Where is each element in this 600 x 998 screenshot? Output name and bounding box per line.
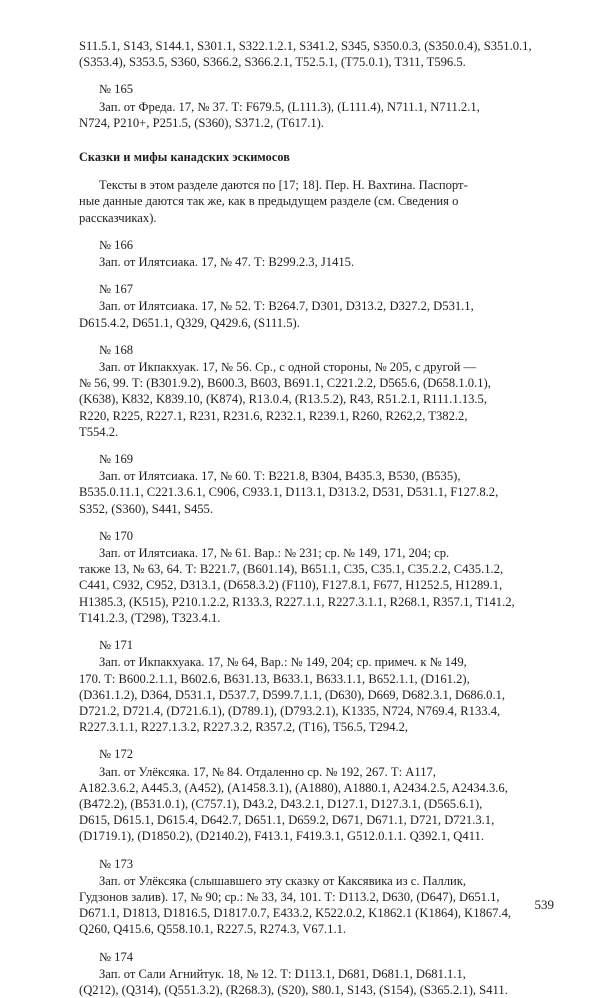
entry xyxy=(79,451,555,517)
text-line: Зап. от Улёксяка. 17, № 84. Отдаленно ср. № 192, 267. Т: A117, xyxy=(99,764,436,779)
text-line: C441, C932, C952, D313.1, (D658.3.2) (F110), F127.8.1, F677, H1252.5, H1289.1, xyxy=(79,578,503,593)
entry xyxy=(79,856,555,938)
text-line: D615, D615.1, D615.4, D642.7, D651.1, D659.2, D671, D671.1, D721, D721.3.1, xyxy=(79,813,495,828)
text-line: (S353.4), S353.5, S360, S366.2, S366.2.1, T52.5.1, (T75.0.1), T311, T596.5. xyxy=(79,55,466,70)
section-intro xyxy=(79,177,555,226)
entry xyxy=(79,528,555,626)
text-line: (D361.1.2), D364, D531.1, D537.7, D599.7.1.1, (D630), D669, D682.3.1, D686.0.1, xyxy=(79,687,506,702)
section-heading: Сказки и мифы канадских эскимосов xyxy=(79,150,290,165)
entry xyxy=(79,637,555,735)
text-line: A182.3.6.2, A445.3, (A452), (A1458.3.1), (A1880), A1880.1, A2434.2.5, A2434.3.6, xyxy=(79,780,508,795)
text-line: Зап. от Илятсиака. 17, № 61. Вар.: № 231; ср. № 149, 171, 204; ср. xyxy=(99,546,450,561)
text-line: (Q212), (Q314), (Q551.3.2), (R268.3), (S20), S80.1, S143, (S154), (S365.2.1), S411. xyxy=(79,982,508,997)
text-line: D615.4.2, D651.1, Q329, Q429.6, (S111.5). xyxy=(79,315,300,330)
text-line: Q260, Q415.6, Q558.10.1, R227.5, R274.3, V67.1.1. xyxy=(79,922,347,937)
entry xyxy=(79,281,555,331)
text-line: ные данные даются так же, как в предыдущем разделе (см. Сведения о xyxy=(79,194,459,209)
entry-165 xyxy=(79,81,555,131)
text-line: Зап. от Илятсиака. 17, № 47. Т: B299.2.3, J1415. xyxy=(99,255,355,270)
text-line: (B472.2), (B531.0.1), (C757.1), D43.2, D43.2.1, D127.1, D127.3.1, (D565.6.1), xyxy=(79,796,483,811)
entry-number: № 168 xyxy=(99,342,134,357)
entry-number: № 171 xyxy=(99,638,134,653)
entry xyxy=(79,949,555,998)
text-line: Зап. от Илятсиака. 17, № 60. Т: B221.8, B304, B435.3, B530, (B535), xyxy=(99,469,461,484)
entry-number: № 173 xyxy=(99,856,134,871)
entry-number: № 170 xyxy=(99,528,134,543)
entry xyxy=(79,237,555,270)
text-line: D671.1, D1813, D1816.5, D1817.0.7, E433.2, K522.0.2, K1862.1 (K1864), K1867.4, xyxy=(79,906,512,921)
text-line: рассказчиках). xyxy=(79,210,157,225)
text-line: H1385.3, (K515), P210.1.2.2, R133.3, R227.1.1, R227.3.1.1, R268.1, R357.1, T141.2, xyxy=(79,594,515,609)
text-line: Зап. от Икпакхуака. 17, № 64, Вар.: № 149, 204; ср. примеч. к № 149, xyxy=(99,655,467,670)
text-line: также 13, № 63, 64. Т: B221.7, (B601.14), B651.1, C35, C35.1, C35.2.2, C435.1.2, xyxy=(79,562,504,577)
continued-motif-list xyxy=(79,38,555,70)
entry xyxy=(79,746,555,844)
text-line: N724, P210+, P251.5, (S360), S371.2, (T617.1). xyxy=(79,115,324,130)
text-line: T141.2.3, (T298), T323.4.1. xyxy=(79,610,221,625)
text-line: Зап. от Сали Агнийтук. 18, № 12. Т: D113.1, D681, D681.1, D681.1.1, xyxy=(99,966,466,981)
text-line: Гудзонов залив). 17, № 90; ср.: № 33, 34, 101. Т: D113.2, D630, (D647), D651.1, xyxy=(79,889,500,904)
text-line: R220, R225, R227.1, R231, R231.6, R232.1, R239.1, R260, R262,2, T382.2, xyxy=(79,408,468,423)
page-content xyxy=(79,38,555,998)
text-line: T554.2. xyxy=(79,424,119,439)
text-line: Тексты в этом разделе даются по [17; 18]. Пер. Н. Вахтина. Паспорт- xyxy=(99,178,468,193)
text-line: S352, (S360), S441, S455. xyxy=(79,501,214,516)
text-line: 170. Т: B600.2.1.1, B602.6, B631.13, B633.1, B633.1.1, B652.1.1, (D161.2), xyxy=(79,671,470,686)
entry-number: № 169 xyxy=(99,452,134,467)
entry xyxy=(79,342,555,440)
text-line: S11.5.1, S143, S144.1, S301.1, S322.1.2.1, S341.2, S345, S350.0.3, (S350.0.4), S351.0.1, xyxy=(79,39,532,53)
text-line: B535.0.11.1, C221.3.6.1, C906, C933.1, D113.1, D313.2, D531, D531.1, F127.8.2, xyxy=(79,485,499,500)
text-line: Зап. от Фреда. 17, № 37. Т: F679.5, (L111.3), (L111.4), N711.1, N711.2.1, xyxy=(99,99,480,114)
entry-number: № 174 xyxy=(99,949,134,964)
text-line: Зап. от Улёксяка (слышавшего эту сказку от Каксявика из с. Паллик, xyxy=(99,873,467,888)
entry-number: № 165 xyxy=(99,82,134,97)
text-line: № 56, 99. Т: (B301.9.2), B600.3, B603, B691.1, C221.2.2, D565.6, (D658.1.0.1), xyxy=(79,376,491,391)
text-line: Зап. от Илятсиака. 17, № 52. Т: B264.7, D301, D313.2, D327.2, D531.1, xyxy=(99,299,474,314)
text-line: (D1719.1), (D1850.2), (D2140.2), F413.1, F419.3.1, G512.0.1.1. Q392.1, Q411. xyxy=(79,829,484,844)
entry-number: № 166 xyxy=(99,237,134,252)
entry-list xyxy=(79,237,555,998)
entry-number: № 172 xyxy=(99,747,134,762)
entry-number: № 167 xyxy=(99,282,134,297)
text-line: R227.3.1.1, R227.1.3.2, R227.3.2, R357.2, (T16), T56.5, T294.2, xyxy=(79,720,409,735)
text-line: Зап. от Икпакхуак. 17, № 56. Ср., с одной стороны, № 205, с другой — xyxy=(99,360,477,375)
text-line: (K638), K832, K839.10, (K874), R13.0.4, (R13.5.2), R43, R51.2.1, R111.1.13.5, xyxy=(79,392,488,407)
page-number: 539 xyxy=(534,897,554,912)
text-line: D721.2, D721.4, (D721.6.1), (D789.1), (D793.2.1), K1335, N724, N769.4, R133.4, xyxy=(79,703,501,718)
